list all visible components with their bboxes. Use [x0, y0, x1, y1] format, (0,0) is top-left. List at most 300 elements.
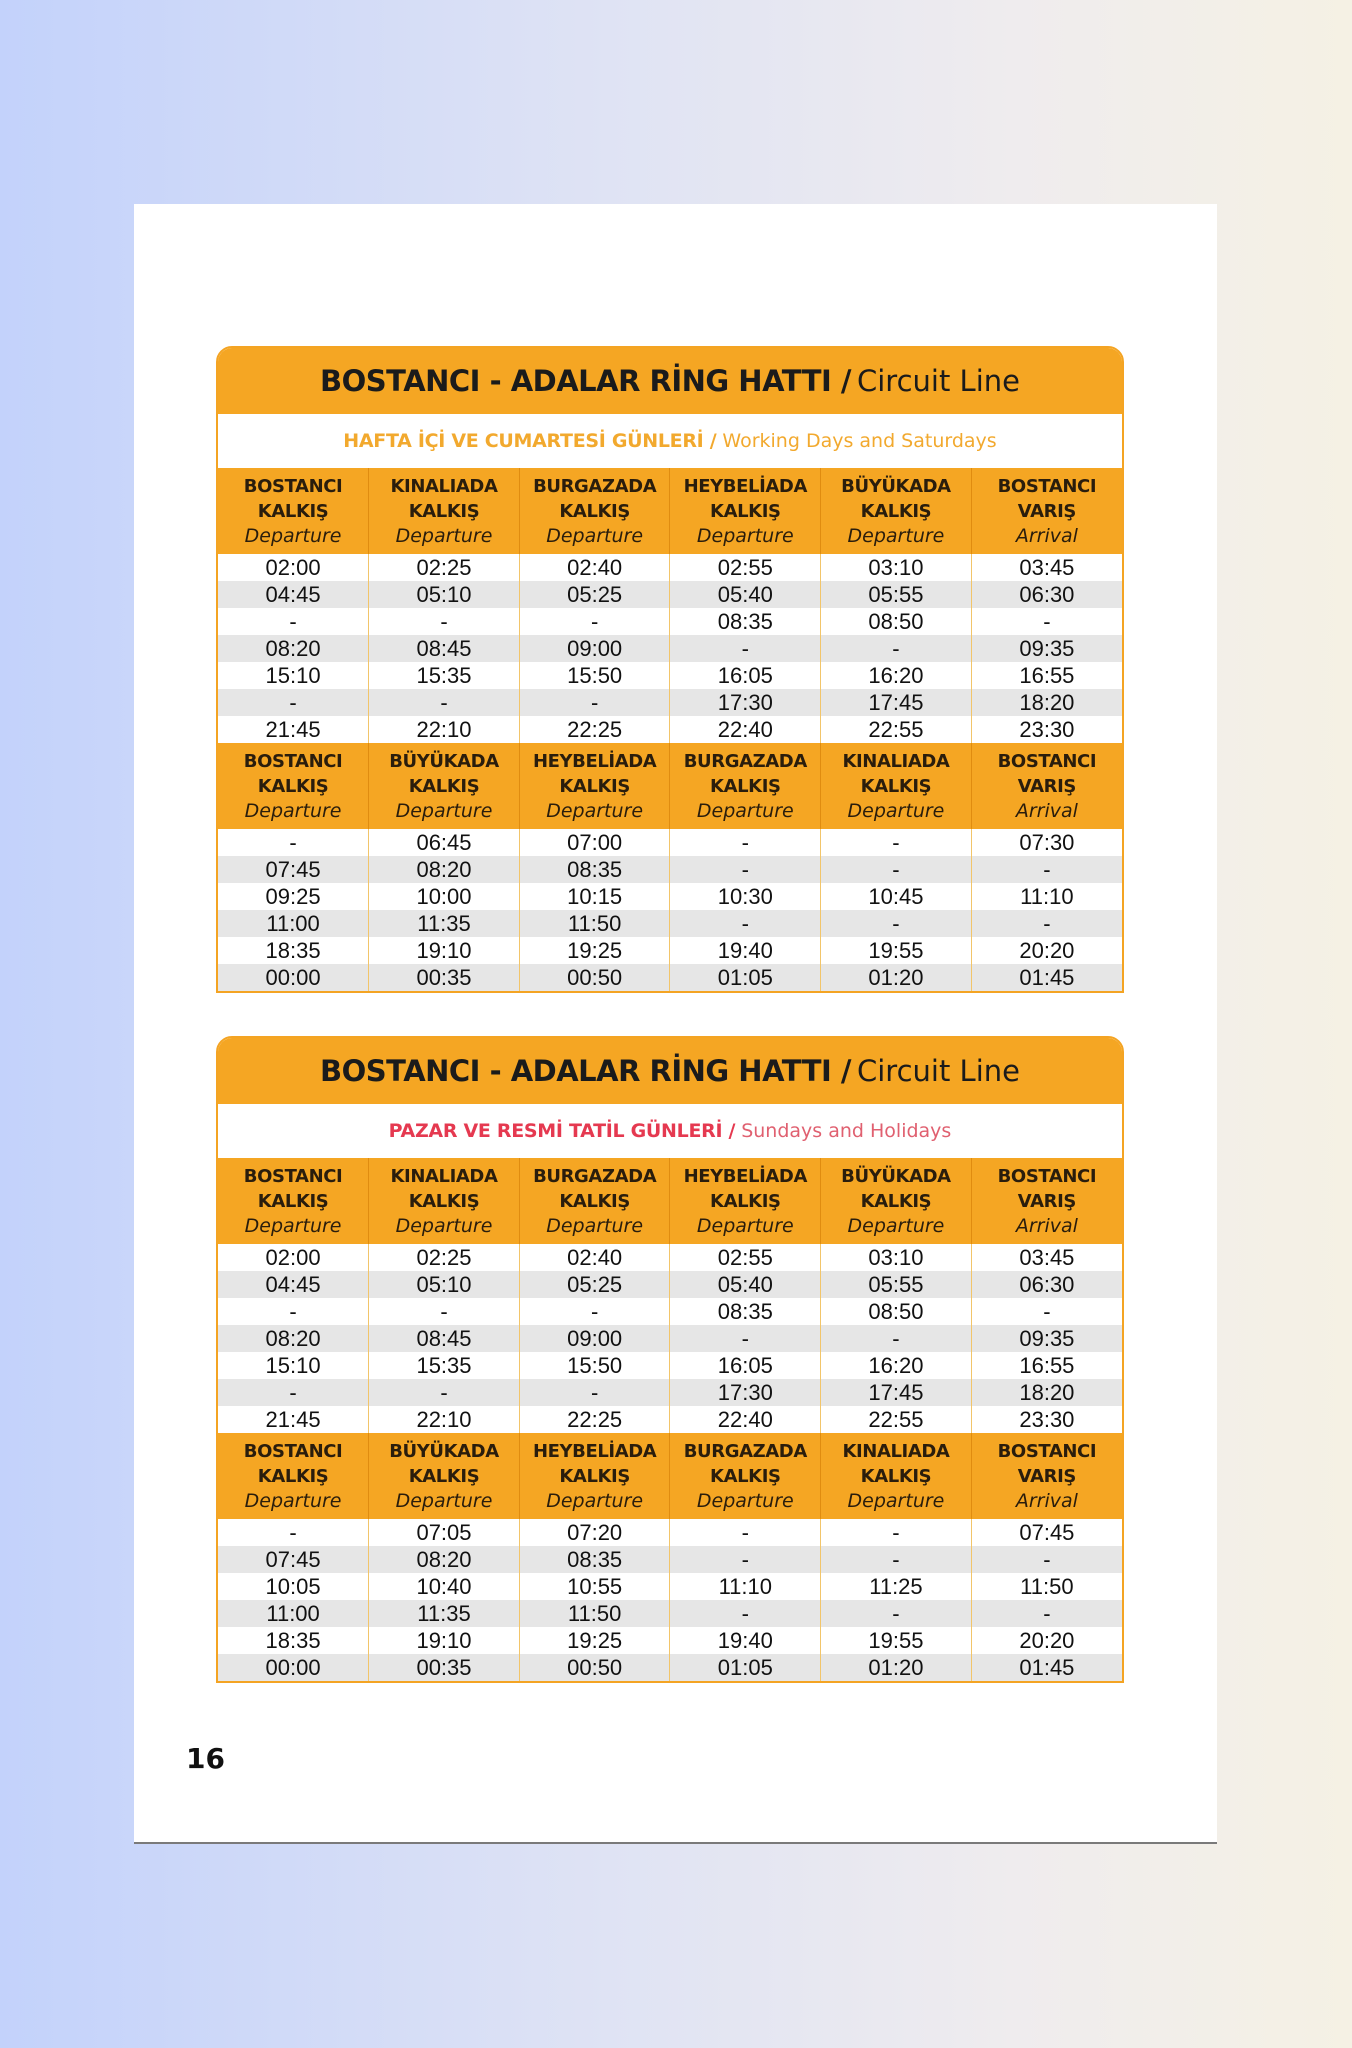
time-cell: - [218, 689, 369, 716]
header-l1: BURGAZADA [533, 1165, 657, 1187]
column-header [670, 743, 821, 829]
time-cell: - [670, 1546, 821, 1573]
header-l2: KALKIŞ [559, 775, 630, 797]
time-cell: 03:45 [971, 1244, 1122, 1271]
timetable-subtitle [218, 414, 1122, 468]
time-cell: 02:00 [218, 1244, 369, 1271]
table-row [218, 1325, 1122, 1352]
time-cell: 11:35 [369, 1600, 520, 1627]
table-row [218, 716, 1122, 743]
header-l3: Departure [244, 799, 342, 822]
subtitle-turkish: PAZAR VE RESMİ TATİL GÜNLERİ / [388, 1120, 736, 1142]
header-l3: Departure [847, 1489, 945, 1512]
header-l2: KALKIŞ [559, 1190, 630, 1212]
header-l2: KALKIŞ [257, 1465, 329, 1487]
time-cell: 11:50 [519, 1600, 670, 1627]
header-l2: VARIŞ [1017, 500, 1076, 522]
time-cell: 22:10 [369, 716, 520, 743]
time-cell: 10:45 [821, 883, 972, 910]
table-row [218, 608, 1122, 635]
time-cell: 02:25 [369, 554, 520, 581]
time-cell: 03:10 [821, 554, 972, 581]
time-cell: 08:20 [369, 1546, 520, 1573]
time-cell: 09:00 [519, 635, 670, 662]
time-cell: 08:35 [670, 1298, 821, 1325]
time-cell: - [971, 1600, 1122, 1627]
time-cell: 00:35 [369, 964, 520, 991]
header-l3: Departure [696, 1489, 794, 1512]
column-header [821, 468, 972, 554]
time-cell: 18:35 [218, 937, 369, 964]
header-l3: Departure [395, 1489, 493, 1512]
time-cell: 22:40 [670, 716, 821, 743]
column-header [218, 1158, 369, 1244]
table-row [218, 1352, 1122, 1379]
header-l1: BÜYÜKADA [841, 475, 951, 497]
time-cell: 09:00 [519, 1325, 670, 1352]
column-header [218, 468, 369, 554]
header-l2: KALKIŞ [408, 500, 480, 522]
table-row [218, 1654, 1122, 1681]
time-cell: 15:35 [369, 662, 520, 689]
time-cell: 00:50 [519, 1654, 670, 1681]
header-l3: Departure [395, 799, 493, 822]
header-row [218, 743, 1122, 829]
time-cell: 19:10 [369, 1627, 520, 1654]
timetable-title [218, 348, 1122, 414]
table-row [218, 581, 1122, 608]
time-cell: 02:55 [670, 554, 821, 581]
time-cell: 17:30 [670, 1379, 821, 1406]
time-cell: 08:35 [519, 1546, 670, 1573]
return-header [218, 743, 1122, 829]
header-l1: KINALIADA [390, 475, 498, 497]
table-row [218, 635, 1122, 662]
time-cell: 21:45 [218, 1406, 369, 1433]
time-cell: - [821, 1325, 972, 1352]
header-l2: KALKIŞ [860, 1465, 932, 1487]
column-header [369, 1158, 520, 1244]
time-cell: 10:30 [670, 883, 821, 910]
time-cell: 08:20 [218, 635, 369, 662]
header-l3: Departure [546, 1214, 644, 1237]
document-page [134, 204, 1217, 1844]
column-header [971, 1433, 1122, 1519]
header-l1: BOSTANCI [997, 475, 1097, 497]
time-cell: 10:55 [519, 1573, 670, 1600]
time-cell: 16:20 [821, 662, 972, 689]
time-cell: - [670, 829, 821, 856]
time-cell: 23:30 [971, 716, 1122, 743]
column-header [519, 1433, 670, 1519]
time-cell: 08:45 [369, 635, 520, 662]
time-cell: 11:10 [670, 1573, 821, 1600]
time-cell: 08:45 [369, 1325, 520, 1352]
time-cell: 09:35 [971, 635, 1122, 662]
time-cell: - [670, 635, 821, 662]
header-l3: Departure [395, 1214, 493, 1237]
header-l2: KALKIŞ [710, 775, 781, 797]
time-cell: - [670, 1600, 821, 1627]
time-cell: 10:40 [369, 1573, 520, 1600]
outbound-rows [218, 554, 1122, 743]
time-cell: 05:10 [369, 1271, 520, 1298]
time-cell: 19:55 [821, 937, 972, 964]
subtitle-english: Sundays and Holidays [741, 1120, 952, 1142]
time-cell: - [519, 1298, 670, 1325]
timetable-subtitle [218, 1104, 1122, 1158]
time-cell: 02:55 [670, 1244, 821, 1271]
column-header [519, 468, 670, 554]
column-header [519, 743, 670, 829]
table-row [218, 1244, 1122, 1271]
header-l2: KALKIŞ [710, 500, 781, 522]
header-l2: KALKIŞ [860, 775, 932, 797]
title-turkish: BOSTANCI - ADALAR RİNG HATTI / [320, 364, 851, 398]
table-row [218, 1519, 1122, 1546]
header-l2: KALKIŞ [408, 775, 480, 797]
time-cell: 02:00 [218, 554, 369, 581]
time-cell: 16:05 [670, 662, 821, 689]
header-l3: Departure [546, 524, 644, 547]
header-l3: Departure [696, 1214, 794, 1237]
time-cell: 22:10 [369, 1406, 520, 1433]
time-cell: 18:20 [971, 689, 1122, 716]
time-cell: 19:25 [519, 937, 670, 964]
time-cell: 05:25 [519, 1271, 670, 1298]
time-cell: 09:35 [971, 1325, 1122, 1352]
header-l3: Departure [244, 524, 342, 547]
header-l1: BÜYÜKADA [841, 1165, 951, 1187]
time-cell: - [670, 856, 821, 883]
column-header [670, 468, 821, 554]
time-cell: 01:05 [670, 964, 821, 991]
time-cell: - [670, 910, 821, 937]
time-cell: - [821, 856, 972, 883]
time-cell: 15:10 [218, 1352, 369, 1379]
header-l1: HEYBELİADA [532, 1440, 657, 1462]
header-l2: KALKIŞ [860, 500, 932, 522]
time-cell: 07:45 [971, 1519, 1122, 1546]
time-cell: 16:55 [971, 662, 1122, 689]
time-cell: 08:35 [519, 856, 670, 883]
column-header [821, 1158, 972, 1244]
time-cell: 03:10 [821, 1244, 972, 1271]
header-l2: KALKIŞ [710, 1465, 781, 1487]
time-cell: - [821, 910, 972, 937]
schedule-table [218, 1158, 1122, 1681]
header-l1: BOSTANCI [243, 475, 343, 497]
time-cell: 11:00 [218, 910, 369, 937]
column-header [369, 1433, 520, 1519]
time-cell: - [821, 635, 972, 662]
header-l1: BURGAZADA [533, 475, 657, 497]
time-cell: 17:30 [670, 689, 821, 716]
time-cell: 08:20 [218, 1325, 369, 1352]
time-cell: 11:25 [821, 1573, 972, 1600]
column-header [971, 743, 1122, 829]
time-cell: 00:50 [519, 964, 670, 991]
header-l2: KALKIŞ [257, 1190, 329, 1212]
time-cell: - [971, 1546, 1122, 1573]
column-header [821, 1433, 972, 1519]
time-cell: 05:10 [369, 581, 520, 608]
page-number: 16 [186, 1742, 225, 1775]
time-cell: 05:25 [519, 581, 670, 608]
header-l1: HEYBELİADA [683, 475, 807, 497]
column-header [971, 1158, 1122, 1244]
header-l3: Departure [696, 524, 794, 547]
header-l3: Departure [847, 524, 945, 547]
time-cell: 01:45 [971, 1654, 1122, 1681]
time-cell: 19:40 [670, 1627, 821, 1654]
time-cell: - [218, 1519, 369, 1546]
column-header [218, 1433, 369, 1519]
table-row [218, 829, 1122, 856]
time-cell: 18:35 [218, 1627, 369, 1654]
outbound-header [218, 468, 1122, 554]
time-cell: 19:40 [670, 937, 821, 964]
header-l2: KALKIŞ [257, 775, 329, 797]
header-l3: Arrival [1015, 1214, 1078, 1237]
table-row [218, 1406, 1122, 1433]
table-row [218, 883, 1122, 910]
header-l2: KALKIŞ [408, 1465, 480, 1487]
header-l1: HEYBELİADA [532, 750, 657, 772]
time-cell: 22:25 [519, 716, 670, 743]
time-cell: - [821, 1519, 972, 1546]
header-l1: BURGAZADA [683, 1440, 807, 1462]
header-l2: VARIŞ [1017, 1190, 1076, 1212]
column-header [670, 1158, 821, 1244]
time-cell: - [369, 608, 520, 635]
header-l1: BURGAZADA [683, 750, 807, 772]
header-l2: KALKIŞ [559, 500, 630, 522]
time-cell: 08:50 [821, 1298, 972, 1325]
weekday-timetable [216, 346, 1124, 993]
time-cell: 01:20 [821, 1654, 972, 1681]
header-l2: KALKIŞ [710, 1190, 781, 1212]
time-cell: - [971, 1298, 1122, 1325]
time-cell: 11:50 [971, 1573, 1122, 1600]
time-cell: 20:20 [971, 937, 1122, 964]
time-cell: 10:15 [519, 883, 670, 910]
time-cell: - [369, 689, 520, 716]
outbound-header [218, 1158, 1122, 1244]
table-row [218, 662, 1122, 689]
column-header [519, 1158, 670, 1244]
time-cell: 21:45 [218, 716, 369, 743]
header-l1: BOSTANCI [243, 1440, 343, 1462]
table-row [218, 937, 1122, 964]
table-row [218, 964, 1122, 991]
time-cell: 18:20 [971, 1379, 1122, 1406]
time-cell: 11:10 [971, 883, 1122, 910]
time-cell: 17:45 [821, 689, 972, 716]
column-header [821, 743, 972, 829]
time-cell: 07:45 [218, 856, 369, 883]
time-cell: 08:35 [670, 608, 821, 635]
time-cell: 15:35 [369, 1352, 520, 1379]
header-l2: VARIŞ [1017, 775, 1076, 797]
table-row [218, 1573, 1122, 1600]
time-cell: - [369, 1298, 520, 1325]
header-l3: Departure [546, 799, 644, 822]
time-cell: 04:45 [218, 1271, 369, 1298]
table-row [218, 1379, 1122, 1406]
time-cell: 05:55 [821, 1271, 972, 1298]
time-cell: 07:45 [218, 1546, 369, 1573]
table-row [218, 1546, 1122, 1573]
timetable-title [218, 1038, 1122, 1104]
header-row [218, 1433, 1122, 1519]
column-header [971, 468, 1122, 554]
time-cell: 04:45 [218, 581, 369, 608]
time-cell: 16:55 [971, 1352, 1122, 1379]
time-cell: 07:30 [971, 829, 1122, 856]
time-cell: 03:45 [971, 554, 1122, 581]
header-l1: BOSTANCI [997, 1165, 1097, 1187]
schedule-table [218, 468, 1122, 991]
time-cell: 16:05 [670, 1352, 821, 1379]
time-cell: - [821, 1546, 972, 1573]
time-cell: 22:55 [821, 1406, 972, 1433]
subtitle-turkish: HAFTA İÇİ VE CUMARTESİ GÜNLERİ / [343, 430, 717, 452]
time-cell: 07:05 [369, 1519, 520, 1546]
table-row [218, 1600, 1122, 1627]
time-cell: 02:40 [519, 1244, 670, 1271]
time-cell: - [670, 1519, 821, 1546]
return-rows [218, 1519, 1122, 1681]
time-cell: - [519, 689, 670, 716]
header-l1: BÜYÜKADA [389, 750, 499, 772]
column-header [670, 1433, 821, 1519]
time-cell: 08:50 [821, 608, 972, 635]
time-cell: 15:50 [519, 1352, 670, 1379]
header-l3: Departure [847, 1214, 945, 1237]
title-english: Circuit Line [856, 364, 1020, 398]
header-l1: BOSTANCI [997, 1440, 1097, 1462]
time-cell: 07:00 [519, 829, 670, 856]
header-l2: KALKIŞ [257, 500, 329, 522]
table-row [218, 1298, 1122, 1325]
header-l2: VARIŞ [1017, 1465, 1076, 1487]
time-cell: - [218, 608, 369, 635]
header-l1: HEYBELİADA [683, 1165, 807, 1187]
time-cell: 17:45 [821, 1379, 972, 1406]
header-l1: BOSTANCI [243, 1165, 343, 1187]
time-cell: 08:20 [369, 856, 520, 883]
table-row [218, 910, 1122, 937]
time-cell: 15:50 [519, 662, 670, 689]
return-rows [218, 829, 1122, 991]
time-cell: 19:10 [369, 937, 520, 964]
time-cell: 19:25 [519, 1627, 670, 1654]
column-header [369, 468, 520, 554]
time-cell: - [670, 1325, 821, 1352]
header-l3: Departure [244, 1489, 342, 1512]
time-cell: 05:55 [821, 581, 972, 608]
header-l3: Departure [395, 524, 493, 547]
header-l1: BOSTANCI [243, 750, 343, 772]
column-header [369, 743, 520, 829]
header-l2: KALKIŞ [860, 1190, 932, 1212]
header-l3: Departure [696, 799, 794, 822]
holiday-timetable [216, 1036, 1124, 1683]
time-cell: - [519, 608, 670, 635]
time-cell: - [519, 1379, 670, 1406]
time-cell: - [821, 829, 972, 856]
header-l3: Departure [244, 1214, 342, 1237]
time-cell: 06:30 [971, 581, 1122, 608]
time-cell: 11:00 [218, 1600, 369, 1627]
time-cell: 06:30 [971, 1271, 1122, 1298]
time-cell: 02:25 [369, 1244, 520, 1271]
header-l2: KALKIŞ [559, 1465, 630, 1487]
header-l3: Departure [847, 799, 945, 822]
header-l2: KALKIŞ [408, 1190, 480, 1212]
time-cell: 11:50 [519, 910, 670, 937]
time-cell: 05:40 [670, 1271, 821, 1298]
outbound-rows [218, 1244, 1122, 1433]
header-l1: KINALIADA [390, 1165, 498, 1187]
time-cell: - [218, 1379, 369, 1406]
time-cell: - [218, 1298, 369, 1325]
title-turkish: BOSTANCI - ADALAR RİNG HATTI / [320, 1054, 851, 1088]
time-cell: 02:40 [519, 554, 670, 581]
time-cell: - [971, 856, 1122, 883]
time-cell: 01:05 [670, 1654, 821, 1681]
table-row [218, 1627, 1122, 1654]
time-cell: 01:20 [821, 964, 972, 991]
time-cell: 20:20 [971, 1627, 1122, 1654]
header-l1: BOSTANCI [997, 750, 1097, 772]
table-row [218, 856, 1122, 883]
header-l1: KINALIADA [842, 1440, 950, 1462]
time-cell: 09:25 [218, 883, 369, 910]
table-row [218, 554, 1122, 581]
time-cell: 16:20 [821, 1352, 972, 1379]
time-cell: 00:00 [218, 964, 369, 991]
time-cell: 01:45 [971, 964, 1122, 991]
header-row [218, 468, 1122, 554]
time-cell: 10:05 [218, 1573, 369, 1600]
time-cell: 00:00 [218, 1654, 369, 1681]
time-cell: 22:25 [519, 1406, 670, 1433]
header-l1: KINALIADA [842, 750, 950, 772]
time-cell: 22:55 [821, 716, 972, 743]
time-cell: - [821, 1600, 972, 1627]
time-cell: - [971, 910, 1122, 937]
header-l3: Arrival [1015, 799, 1078, 822]
header-l3: Departure [546, 1489, 644, 1512]
time-cell: 10:00 [369, 883, 520, 910]
time-cell: - [369, 1379, 520, 1406]
subtitle-english: Working Days and Saturdays [722, 430, 997, 452]
time-cell: - [971, 608, 1122, 635]
header-l1: BÜYÜKADA [389, 1440, 499, 1462]
title-english: Circuit Line [856, 1054, 1020, 1088]
header-row [218, 1158, 1122, 1244]
time-cell: 11:35 [369, 910, 520, 937]
time-cell: 07:20 [519, 1519, 670, 1546]
time-cell: 00:35 [369, 1654, 520, 1681]
table-row [218, 689, 1122, 716]
return-header [218, 1433, 1122, 1519]
header-l3: Arrival [1015, 524, 1078, 547]
time-cell: 22:40 [670, 1406, 821, 1433]
time-cell: 19:55 [821, 1627, 972, 1654]
